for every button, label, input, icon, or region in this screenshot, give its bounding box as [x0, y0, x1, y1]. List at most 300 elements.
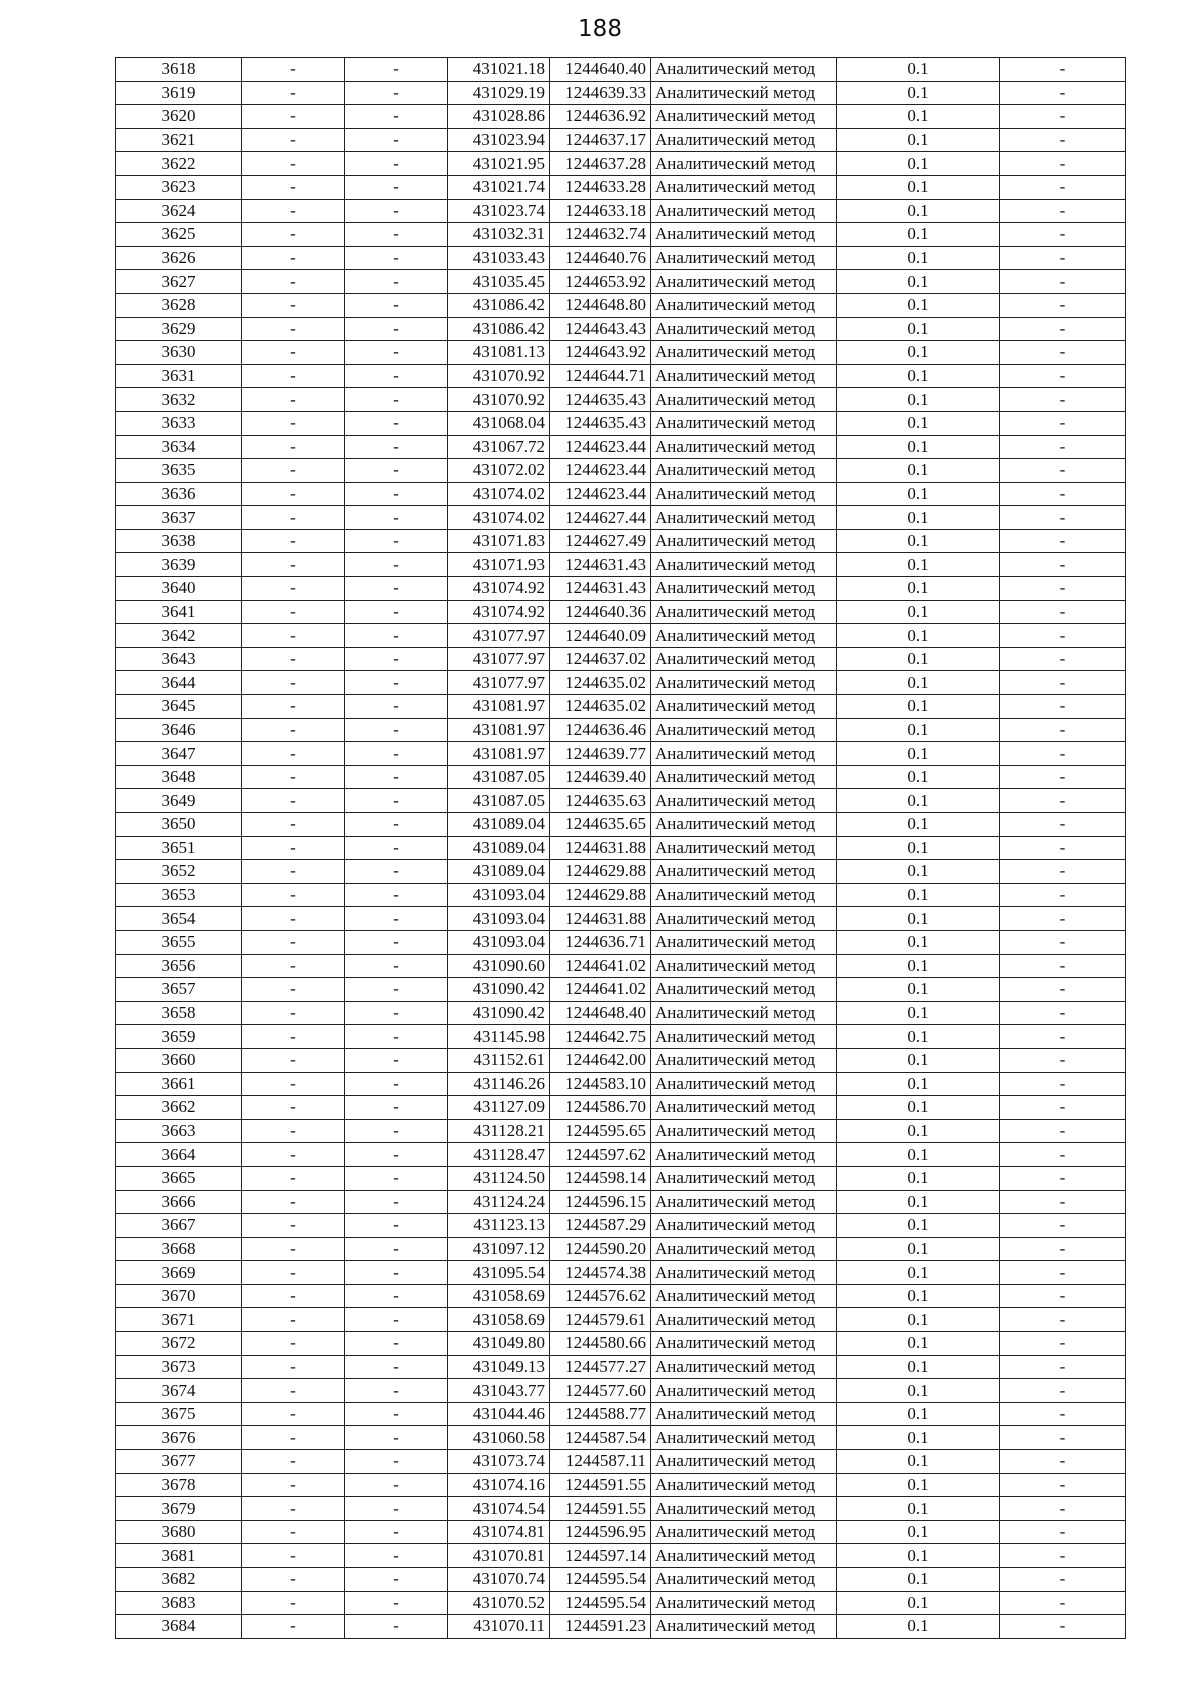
- method-cell: Аналитический метод: [651, 1332, 837, 1356]
- x-coordinate-cell: 431145.98: [448, 1025, 550, 1049]
- point-number-cell: 3660: [116, 1048, 242, 1072]
- old-y-cell: -: [345, 1025, 448, 1049]
- table-row: [116, 1520, 1126, 1544]
- accuracy-cell: 0.1: [837, 1214, 1000, 1238]
- accuracy-cell: 0.1: [837, 1284, 1000, 1308]
- old-x-cell: -: [242, 1025, 345, 1049]
- old-y-cell: -: [345, 1072, 448, 1096]
- method-cell: Аналитический метод: [651, 317, 837, 341]
- old-y-cell: -: [345, 1426, 448, 1450]
- description-cell: -: [1000, 1190, 1126, 1214]
- description-cell: -: [1000, 765, 1126, 789]
- old-x-cell: -: [242, 341, 345, 365]
- old-y-cell: -: [345, 1119, 448, 1143]
- old-x-cell: -: [242, 459, 345, 483]
- method-cell: Аналитический метод: [651, 388, 837, 412]
- old-x-cell: -: [242, 1426, 345, 1450]
- accuracy-cell: 0.1: [837, 1001, 1000, 1025]
- method-cell: Аналитический метод: [651, 1096, 837, 1120]
- old-y-cell: -: [345, 529, 448, 553]
- point-number-cell: 3654: [116, 907, 242, 931]
- y-coordinate-cell: 1244635.02: [550, 671, 651, 695]
- old-x-cell: -: [242, 1190, 345, 1214]
- point-number-cell: 3619: [116, 81, 242, 105]
- table-row: [116, 506, 1126, 530]
- x-coordinate-cell: 431033.43: [448, 246, 550, 270]
- old-x-cell: -: [242, 317, 345, 341]
- x-coordinate-cell: 431035.45: [448, 270, 550, 294]
- old-x-cell: -: [242, 175, 345, 199]
- table-row: [116, 1143, 1126, 1167]
- table-row: [116, 270, 1126, 294]
- table-row: [116, 671, 1126, 695]
- table-row: [116, 388, 1126, 412]
- accuracy-cell: 0.1: [837, 81, 1000, 105]
- y-coordinate-cell: 1244633.28: [550, 175, 651, 199]
- accuracy-cell: 0.1: [837, 388, 1000, 412]
- description-cell: -: [1000, 1568, 1126, 1592]
- old-y-cell: -: [345, 1402, 448, 1426]
- table-row: [116, 1497, 1126, 1521]
- point-number-cell: 3666: [116, 1190, 242, 1214]
- old-x-cell: -: [242, 695, 345, 719]
- description-cell: -: [1000, 459, 1126, 483]
- table-row: [116, 1048, 1126, 1072]
- x-coordinate-cell: 431097.12: [448, 1237, 550, 1261]
- description-cell: -: [1000, 482, 1126, 506]
- y-coordinate-cell: 1244590.20: [550, 1237, 651, 1261]
- point-number-cell: 3661: [116, 1072, 242, 1096]
- table-row: [116, 553, 1126, 577]
- y-coordinate-cell: 1244637.28: [550, 152, 651, 176]
- x-coordinate-cell: 431058.69: [448, 1284, 550, 1308]
- y-coordinate-cell: 1244587.11: [550, 1450, 651, 1474]
- y-coordinate-cell: 1244591.55: [550, 1473, 651, 1497]
- accuracy-cell: 0.1: [837, 1497, 1000, 1521]
- y-coordinate-cell: 1244623.44: [550, 482, 651, 506]
- x-coordinate-cell: 431023.74: [448, 199, 550, 223]
- table-row: [116, 128, 1126, 152]
- table-row: [116, 293, 1126, 317]
- x-coordinate-cell: 431124.50: [448, 1166, 550, 1190]
- description-cell: -: [1000, 105, 1126, 129]
- point-number-cell: 3650: [116, 813, 242, 837]
- table-row: [116, 246, 1126, 270]
- description-cell: -: [1000, 1591, 1126, 1615]
- description-cell: -: [1000, 930, 1126, 954]
- point-number-cell: 3674: [116, 1379, 242, 1403]
- x-coordinate-cell: 431077.97: [448, 624, 550, 648]
- description-cell: -: [1000, 1284, 1126, 1308]
- table-row: [116, 411, 1126, 435]
- x-coordinate-cell: 431081.97: [448, 742, 550, 766]
- method-cell: Аналитический метод: [651, 1284, 837, 1308]
- accuracy-cell: 0.1: [837, 1190, 1000, 1214]
- point-number-cell: 3679: [116, 1497, 242, 1521]
- table-row: [116, 1591, 1126, 1615]
- old-x-cell: -: [242, 883, 345, 907]
- accuracy-cell: 0.1: [837, 1473, 1000, 1497]
- x-coordinate-cell: 431068.04: [448, 411, 550, 435]
- accuracy-cell: 0.1: [837, 199, 1000, 223]
- y-coordinate-cell: 1244639.77: [550, 742, 651, 766]
- y-coordinate-cell: 1244623.44: [550, 459, 651, 483]
- x-coordinate-cell: 431074.16: [448, 1473, 550, 1497]
- old-y-cell: -: [345, 1190, 448, 1214]
- point-number-cell: 3658: [116, 1001, 242, 1025]
- point-number-cell: 3635: [116, 459, 242, 483]
- x-coordinate-cell: 431021.95: [448, 152, 550, 176]
- x-coordinate-cell: 431070.81: [448, 1544, 550, 1568]
- method-cell: Аналитический метод: [651, 577, 837, 601]
- y-coordinate-cell: 1244641.02: [550, 954, 651, 978]
- point-number-cell: 3618: [116, 58, 242, 82]
- y-coordinate-cell: 1244627.44: [550, 506, 651, 530]
- method-cell: Аналитический метод: [651, 1615, 837, 1639]
- method-cell: Аналитический метод: [651, 1166, 837, 1190]
- accuracy-cell: 0.1: [837, 1379, 1000, 1403]
- x-coordinate-cell: 431049.80: [448, 1332, 550, 1356]
- point-number-cell: 3663: [116, 1119, 242, 1143]
- method-cell: Аналитический метод: [651, 1001, 837, 1025]
- x-coordinate-cell: 431074.54: [448, 1497, 550, 1521]
- description-cell: -: [1000, 1520, 1126, 1544]
- table-row: [116, 907, 1126, 931]
- point-number-cell: 3652: [116, 860, 242, 884]
- table-row: [116, 1426, 1126, 1450]
- x-coordinate-cell: 431124.24: [448, 1190, 550, 1214]
- point-number-cell: 3623: [116, 175, 242, 199]
- old-y-cell: -: [345, 1615, 448, 1639]
- table-row: [116, 718, 1126, 742]
- x-coordinate-cell: 431058.69: [448, 1308, 550, 1332]
- description-cell: -: [1000, 624, 1126, 648]
- accuracy-cell: 0.1: [837, 506, 1000, 530]
- description-cell: -: [1000, 223, 1126, 247]
- old-x-cell: -: [242, 1591, 345, 1615]
- description-cell: -: [1000, 529, 1126, 553]
- point-number-cell: 3673: [116, 1355, 242, 1379]
- description-cell: -: [1000, 1048, 1126, 1072]
- x-coordinate-cell: 431090.60: [448, 954, 550, 978]
- method-cell: Аналитический метод: [651, 1426, 837, 1450]
- y-coordinate-cell: 1244631.88: [550, 907, 651, 931]
- method-cell: Аналитический метод: [651, 600, 837, 624]
- accuracy-cell: 0.1: [837, 1237, 1000, 1261]
- method-cell: Аналитический метод: [651, 860, 837, 884]
- description-cell: -: [1000, 813, 1126, 837]
- y-coordinate-cell: 1244587.29: [550, 1214, 651, 1238]
- method-cell: Аналитический метод: [651, 789, 837, 813]
- x-coordinate-cell: 431095.54: [448, 1261, 550, 1285]
- description-cell: -: [1000, 577, 1126, 601]
- accuracy-cell: 0.1: [837, 411, 1000, 435]
- table-row: [116, 836, 1126, 860]
- accuracy-cell: 0.1: [837, 718, 1000, 742]
- x-coordinate-cell: 431089.04: [448, 813, 550, 837]
- description-cell: -: [1000, 411, 1126, 435]
- method-cell: Аналитический метод: [651, 883, 837, 907]
- old-x-cell: -: [242, 813, 345, 837]
- table-row: [116, 459, 1126, 483]
- method-cell: Аналитический метод: [651, 81, 837, 105]
- x-coordinate-cell: 431071.93: [448, 553, 550, 577]
- point-number-cell: 3675: [116, 1402, 242, 1426]
- method-cell: Аналитический метод: [651, 1497, 837, 1521]
- accuracy-cell: 0.1: [837, 459, 1000, 483]
- method-cell: Аналитический метод: [651, 246, 837, 270]
- old-x-cell: -: [242, 199, 345, 223]
- y-coordinate-cell: 1244639.40: [550, 765, 651, 789]
- point-number-cell: 3665: [116, 1166, 242, 1190]
- table-row: [116, 152, 1126, 176]
- table-row: [116, 1261, 1126, 1285]
- table-row: [116, 199, 1126, 223]
- old-y-cell: -: [345, 647, 448, 671]
- method-cell: Аналитический метод: [651, 1048, 837, 1072]
- table-row: [116, 1096, 1126, 1120]
- old-x-cell: -: [242, 482, 345, 506]
- x-coordinate-cell: 431093.04: [448, 883, 550, 907]
- table-row: [116, 1237, 1126, 1261]
- x-coordinate-cell: 431074.02: [448, 482, 550, 506]
- old-x-cell: -: [242, 765, 345, 789]
- y-coordinate-cell: 1244596.95: [550, 1520, 651, 1544]
- table-row: [116, 600, 1126, 624]
- x-coordinate-cell: 431077.97: [448, 671, 550, 695]
- method-cell: Аналитический метод: [651, 624, 837, 648]
- accuracy-cell: 0.1: [837, 1426, 1000, 1450]
- old-y-cell: -: [345, 105, 448, 129]
- table-row: [116, 1473, 1126, 1497]
- point-number-cell: 3626: [116, 246, 242, 270]
- point-number-cell: 3645: [116, 695, 242, 719]
- old-y-cell: -: [345, 765, 448, 789]
- old-y-cell: -: [345, 1520, 448, 1544]
- old-x-cell: -: [242, 270, 345, 294]
- method-cell: Аналитический метод: [651, 1308, 837, 1332]
- y-coordinate-cell: 1244653.92: [550, 270, 651, 294]
- old-y-cell: -: [345, 81, 448, 105]
- y-coordinate-cell: 1244632.74: [550, 223, 651, 247]
- old-x-cell: -: [242, 411, 345, 435]
- x-coordinate-cell: 431093.04: [448, 930, 550, 954]
- table-row: [116, 435, 1126, 459]
- old-x-cell: -: [242, 1001, 345, 1025]
- point-number-cell: 3638: [116, 529, 242, 553]
- x-coordinate-cell: 431070.52: [448, 1591, 550, 1615]
- y-coordinate-cell: 1244637.17: [550, 128, 651, 152]
- table-row: [116, 1402, 1126, 1426]
- old-y-cell: -: [345, 482, 448, 506]
- y-coordinate-cell: 1244595.54: [550, 1568, 651, 1592]
- accuracy-cell: 0.1: [837, 317, 1000, 341]
- x-coordinate-cell: 431089.04: [448, 860, 550, 884]
- method-cell: Аналитический метод: [651, 459, 837, 483]
- old-y-cell: -: [345, 1001, 448, 1025]
- accuracy-cell: 0.1: [837, 364, 1000, 388]
- y-coordinate-cell: 1244629.88: [550, 860, 651, 884]
- accuracy-cell: 0.1: [837, 836, 1000, 860]
- method-cell: Аналитический метод: [651, 553, 837, 577]
- method-cell: Аналитический метод: [651, 1591, 837, 1615]
- y-coordinate-cell: 1244577.60: [550, 1379, 651, 1403]
- old-y-cell: -: [345, 1497, 448, 1521]
- old-x-cell: -: [242, 860, 345, 884]
- y-coordinate-cell: 1244643.92: [550, 341, 651, 365]
- y-coordinate-cell: 1244595.54: [550, 1591, 651, 1615]
- y-coordinate-cell: 1244636.71: [550, 930, 651, 954]
- table-row: [116, 813, 1126, 837]
- accuracy-cell: 0.1: [837, 270, 1000, 294]
- point-number-cell: 3637: [116, 506, 242, 530]
- table-row: [116, 954, 1126, 978]
- method-cell: Аналитический метод: [651, 954, 837, 978]
- point-number-cell: 3671: [116, 1308, 242, 1332]
- accuracy-cell: 0.1: [837, 1615, 1000, 1639]
- y-coordinate-cell: 1244598.14: [550, 1166, 651, 1190]
- description-cell: -: [1000, 270, 1126, 294]
- accuracy-cell: 0.1: [837, 765, 1000, 789]
- old-y-cell: -: [345, 388, 448, 412]
- y-coordinate-cell: 1244648.40: [550, 1001, 651, 1025]
- description-cell: -: [1000, 341, 1126, 365]
- old-x-cell: -: [242, 954, 345, 978]
- table-row: [116, 1355, 1126, 1379]
- point-number-cell: 3627: [116, 270, 242, 294]
- y-coordinate-cell: 1244597.14: [550, 1544, 651, 1568]
- y-coordinate-cell: 1244642.75: [550, 1025, 651, 1049]
- accuracy-cell: 0.1: [837, 789, 1000, 813]
- old-x-cell: -: [242, 1237, 345, 1261]
- old-x-cell: -: [242, 1473, 345, 1497]
- x-coordinate-cell: 431074.92: [448, 577, 550, 601]
- method-cell: Аналитический метод: [651, 1237, 837, 1261]
- accuracy-cell: 0.1: [837, 293, 1000, 317]
- old-x-cell: -: [242, 978, 345, 1002]
- old-x-cell: -: [242, 1450, 345, 1474]
- x-coordinate-cell: 431070.11: [448, 1615, 550, 1639]
- point-number-cell: 3682: [116, 1568, 242, 1592]
- old-y-cell: -: [345, 907, 448, 931]
- y-coordinate-cell: 1244591.55: [550, 1497, 651, 1521]
- description-cell: -: [1000, 1166, 1126, 1190]
- accuracy-cell: 0.1: [837, 128, 1000, 152]
- y-coordinate-cell: 1244648.80: [550, 293, 651, 317]
- method-cell: Аналитический метод: [651, 1072, 837, 1096]
- x-coordinate-cell: 431067.72: [448, 435, 550, 459]
- table-row: [116, 1544, 1126, 1568]
- description-cell: -: [1000, 860, 1126, 884]
- y-coordinate-cell: 1244635.43: [550, 411, 651, 435]
- method-cell: Аналитический метод: [651, 1143, 837, 1167]
- old-x-cell: -: [242, 1520, 345, 1544]
- old-x-cell: -: [242, 1261, 345, 1285]
- point-number-cell: 3647: [116, 742, 242, 766]
- description-cell: -: [1000, 1025, 1126, 1049]
- method-cell: Аналитический метод: [651, 105, 837, 129]
- x-coordinate-cell: 431087.05: [448, 789, 550, 813]
- x-coordinate-cell: 431077.97: [448, 647, 550, 671]
- accuracy-cell: 0.1: [837, 954, 1000, 978]
- accuracy-cell: 0.1: [837, 742, 1000, 766]
- page-number: 188: [578, 16, 622, 42]
- point-number-cell: 3648: [116, 765, 242, 789]
- table-row: [116, 482, 1126, 506]
- y-coordinate-cell: 1244577.27: [550, 1355, 651, 1379]
- method-cell: Аналитический метод: [651, 223, 837, 247]
- table-row: [116, 1025, 1126, 1049]
- x-coordinate-cell: 431023.94: [448, 128, 550, 152]
- old-x-cell: -: [242, 506, 345, 530]
- old-y-cell: -: [345, 1473, 448, 1497]
- old-x-cell: -: [242, 1615, 345, 1639]
- old-y-cell: -: [345, 1568, 448, 1592]
- old-x-cell: -: [242, 624, 345, 648]
- description-cell: -: [1000, 1450, 1126, 1474]
- table-row: [116, 1166, 1126, 1190]
- old-y-cell: -: [345, 1096, 448, 1120]
- y-coordinate-cell: 1244576.62: [550, 1284, 651, 1308]
- coordinates-table: [115, 57, 1126, 1639]
- point-number-cell: 3676: [116, 1426, 242, 1450]
- method-cell: Аналитический метод: [651, 1379, 837, 1403]
- point-number-cell: 3632: [116, 388, 242, 412]
- method-cell: Аналитический метод: [651, 152, 837, 176]
- method-cell: Аналитический метод: [651, 1402, 837, 1426]
- old-y-cell: -: [345, 1166, 448, 1190]
- old-x-cell: -: [242, 293, 345, 317]
- description-cell: -: [1000, 1379, 1126, 1403]
- old-y-cell: -: [345, 577, 448, 601]
- x-coordinate-cell: 431093.04: [448, 907, 550, 931]
- accuracy-cell: 0.1: [837, 482, 1000, 506]
- method-cell: Аналитический метод: [651, 1119, 837, 1143]
- method-cell: Аналитический метод: [651, 1261, 837, 1285]
- old-x-cell: -: [242, 600, 345, 624]
- old-y-cell: -: [345, 1261, 448, 1285]
- method-cell: Аналитический метод: [651, 1568, 837, 1592]
- description-cell: -: [1000, 388, 1126, 412]
- old-x-cell: -: [242, 718, 345, 742]
- accuracy-cell: 0.1: [837, 930, 1000, 954]
- method-cell: Аналитический метод: [651, 341, 837, 365]
- old-x-cell: -: [242, 1214, 345, 1238]
- x-coordinate-cell: 431044.46: [448, 1402, 550, 1426]
- description-cell: -: [1000, 1237, 1126, 1261]
- x-coordinate-cell: 431021.18: [448, 58, 550, 82]
- description-cell: -: [1000, 671, 1126, 695]
- table-row: [116, 765, 1126, 789]
- table-body: [116, 58, 1126, 1639]
- point-number-cell: 3640: [116, 577, 242, 601]
- method-cell: Аналитический метод: [651, 765, 837, 789]
- old-x-cell: -: [242, 1402, 345, 1426]
- x-coordinate-cell: 431021.74: [448, 175, 550, 199]
- method-cell: Аналитический метод: [651, 293, 837, 317]
- point-number-cell: 3630: [116, 341, 242, 365]
- table-row: [116, 1284, 1126, 1308]
- x-coordinate-cell: 431081.13: [448, 341, 550, 365]
- accuracy-cell: 0.1: [837, 1143, 1000, 1167]
- old-y-cell: -: [345, 435, 448, 459]
- old-x-cell: -: [242, 1048, 345, 1072]
- accuracy-cell: 0.1: [837, 600, 1000, 624]
- x-coordinate-cell: 431049.13: [448, 1355, 550, 1379]
- description-cell: -: [1000, 293, 1126, 317]
- table-row: [116, 1072, 1126, 1096]
- accuracy-cell: 0.1: [837, 105, 1000, 129]
